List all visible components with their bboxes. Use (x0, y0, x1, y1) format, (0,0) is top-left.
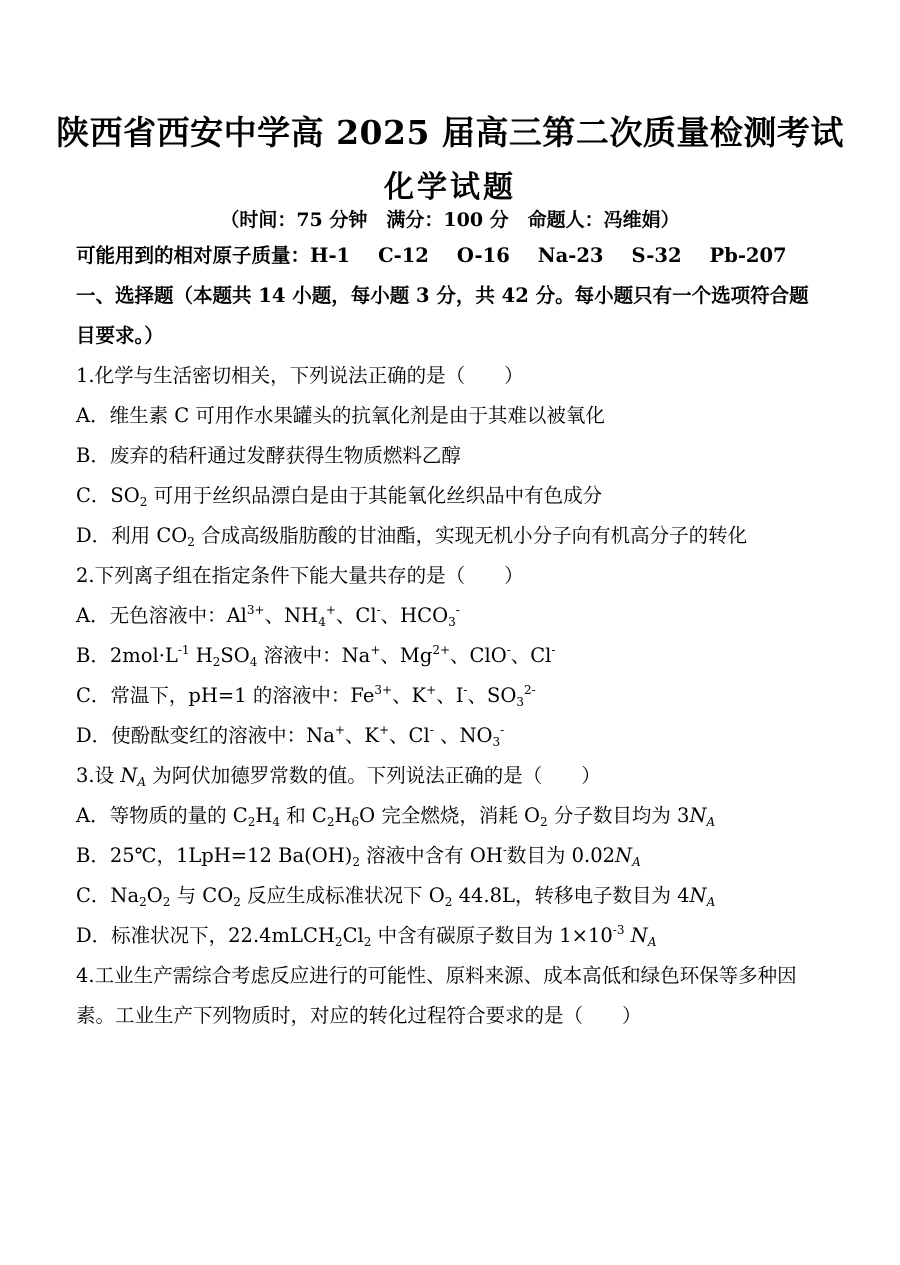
atomic-mass-s: S-32 (631, 244, 682, 267)
q2-stem: 2.下列离子组在指定条件下能大量共存的是（ ） (76, 564, 524, 587)
q2-option-a: A．无色溶液中：$Al^{3+}$、$NH_4^+$、Cl-、$HCO_3^-$ (76, 603, 460, 629)
atomic-mass-o: O-16 (456, 244, 510, 267)
q2-option-d: D．使酚酞变红的溶液中：Na+、K+、Cl- 、$NO_3^-$ (76, 723, 505, 749)
q3-option-d: D．标准状况下，$22.4mLCH_2Cl_2$ 中含有碳原子数目为 $1\times 10^{-3}$ $N_A$ (76, 923, 657, 949)
exam-title: 陕西省西安中学高 2025 届高三第二次质量检测考试 (56, 113, 844, 152)
q3-option-b: B．25℃，1LpH=12 $Ba(OH)_2$ 溶液中含有 OH-数目为 $0.02N_A$ (76, 843, 641, 869)
exam-info: （时间：75 分钟 满分：100 分 命题人：冯维娟） (220, 209, 680, 231)
atomic-mass-h: H-1 (310, 244, 351, 267)
atomic-mass-c: C-12 (378, 244, 429, 267)
q1-option-a: A．维生素 C 可用作水果罐头的抗氧化剂是由于其难以被氧化 (76, 404, 605, 427)
section-heading-cont: 目要求。） (76, 324, 164, 347)
q1-option-d: D．利用 $CO_2$ 合成高级脂肪酸的甘油酯，实现无机小分子向有机高分子的转化 (76, 524, 748, 549)
atomic-mass-na: Na-23 (537, 244, 604, 267)
q4-stem: 4.工业生产需综合考虑反应进行的可能性、原料来源、成本高低和绿色环保等多种因 (76, 964, 797, 987)
atomic-masses-label: 可能用到的相对原子质量： (76, 244, 311, 267)
q3-stem: 3.设 $N_A$ 为阿伏加德罗常数的值。下列说法正确的是（ ） (76, 764, 601, 789)
q3-option-a: A．等物质的量的 $C_2H_4$ 和 $C_2H_6O$ 完全燃烧，消耗 $O_2$ 分子数目均为 $3N_A$ (76, 804, 716, 829)
q2-option-b: B．$2mol\cdot L^{-1}$ $H_2SO_4$ 溶液中：Na+、$Mg^{2+}$、ClO-、Cl- (76, 643, 556, 669)
section-heading: 一、选择题（本题共 14 小题，每小题 3 分，共 42 分。每小题只有一个选项符合题 (76, 284, 809, 307)
q2-option-c: C．常温下，pH=1 的溶液中：$Fe^{3+}$、K+、I-、$SO_3^{2-}$ (76, 683, 536, 709)
q1-option-b: B．废弃的秸秆通过发酵获得生物质燃料乙醇 (76, 444, 461, 467)
subject-title: 化学试题 (384, 170, 516, 205)
q3-option-c: C．$Na_2O_2$ 与 $CO_2$ 反应生成标准状况下 $O_2$ 44.8L，转移电子数目为 $4N_A$ (76, 884, 716, 909)
atomic-masses (76, 241, 787, 271)
q4-stem-cont: 素。工业生产下列物质时，对应的转化过程符合要求的是（ ） (76, 1004, 642, 1027)
q1-option-c: C．$SO_2$ 可用于丝织品漂白是由于其能氧化丝织品中有色成分 (76, 484, 603, 509)
q1-stem: 1.化学与生活密切相关，下列说法正确的是（ ） (76, 364, 524, 387)
atomic-mass-pb: Pb-207 (709, 244, 787, 267)
